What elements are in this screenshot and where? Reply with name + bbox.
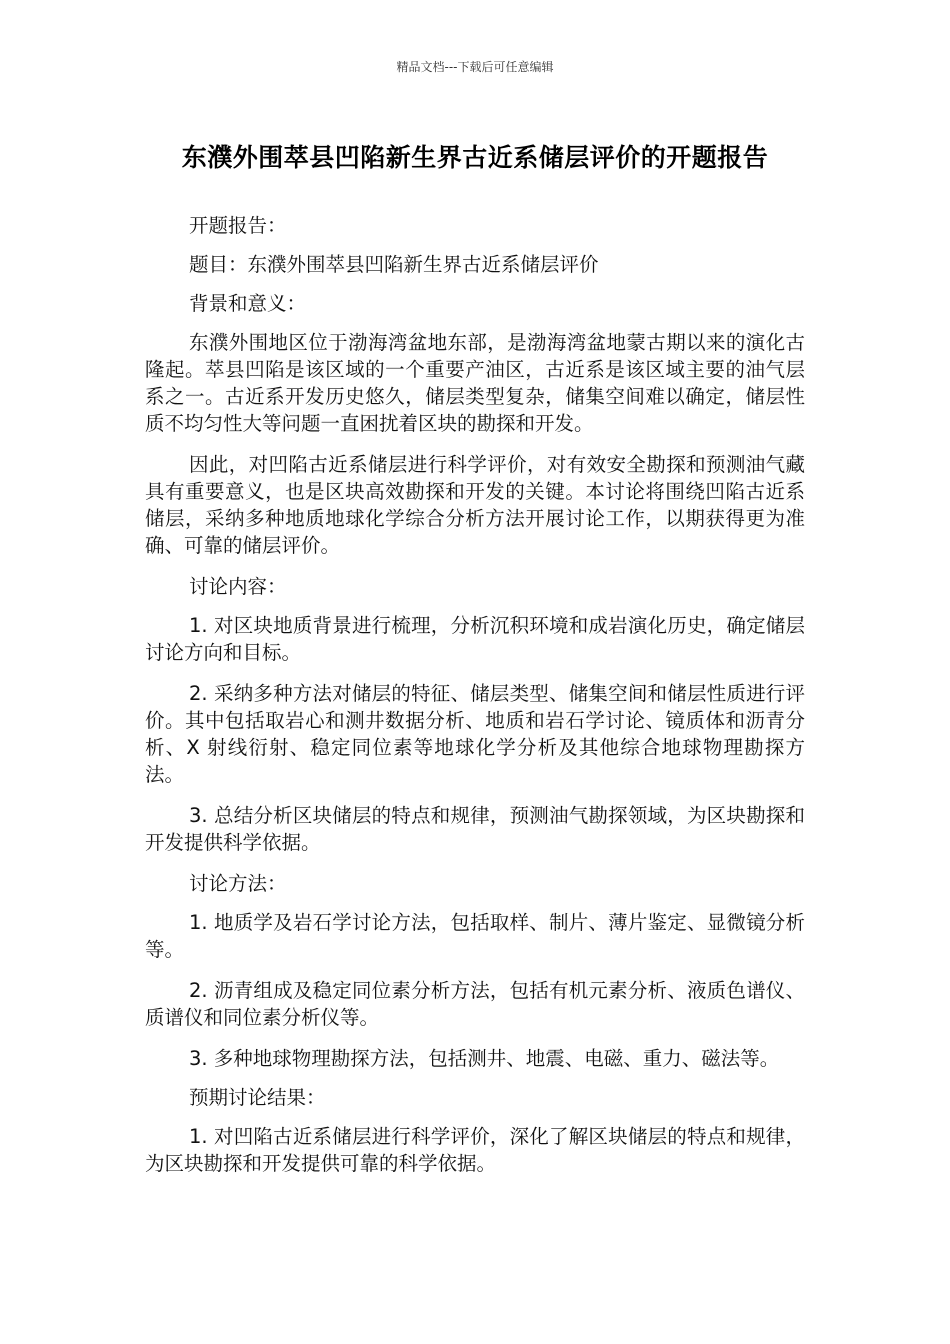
- method-item: 1. 地质学及岩石学讨论方法，包括取样、制片、薄片鉴定、显微镜分析等。: [145, 911, 805, 961]
- content-item: 3. 总结分析区块储层的特点和规律，预测油气勘探领域，为区块勘探和开发提供科学依据。: [145, 804, 805, 854]
- page-header-note: 精品文档---下载后可任意编辑: [396, 60, 554, 74]
- document-body: [145, 212, 805, 1191]
- topic-line: 题目：东濮外围萃县凹陷新生界古近系储层评价: [189, 253, 599, 276]
- content-item: 1. 对区块地质背景进行梳理，分析沉积环境和成岩演化历史，确定储层讨论方向和目标。: [145, 614, 805, 664]
- section-label-report: 开题报告：: [189, 214, 287, 237]
- method-item: 2. 沥青组成及稳定同位素分析方法，包括有机元素分析、液质色谱仪、质谱仪和同位素分析仪等。: [145, 979, 805, 1029]
- section-heading-expected-results: 预期讨论结果：: [189, 1086, 326, 1109]
- content-item: 2. 采纳多种方法对储层的特征、储层类型、储集空间和储层性质进行评价。其中包括取岩心和测井数据分析、地质和岩石学讨论、镜质体和沥青分析、X 射线衍射、稳定同位素等地球化学分析及其他综合地球物理勘探方法。: [145, 682, 805, 786]
- section-heading-content: 讨论内容：: [189, 575, 287, 598]
- background-paragraph: 东濮外围地区位于渤海湾盆地东部，是渤海湾盆地蒙古期以来的演化古隆起。萃县凹陷是该区域的一个重要产油区，古近系是该区域主要的油气层系之一。古近系开发历史悠久，储层类型复杂，储集空间难以确定，储层性质不均匀性大等问题一直困扰着区块的勘探和开发。: [145, 331, 805, 435]
- document-title: 东濮外围萃县凹陷新生界古近系储层评价的开题报告: [181, 143, 769, 172]
- section-heading-methods: 讨论方法：: [189, 872, 287, 895]
- significance-paragraph: 因此，对凹陷古近系储层进行科学评价，对有效安全勘探和预测油气藏具有重要意义，也是区块高效勘探和开发的关键。本讨论将围绕凹陷古近系储层，采纳多种地质地球化学综合分析方法开展讨论工作，以期获得更为准确、可靠的储层评价。: [145, 453, 805, 557]
- expected-result-item: 1. 对凹陷古近系储层进行科学评价，深化了解区块储层的特点和规律，为区块勘探和开发提供可靠的科学依据。: [145, 1125, 805, 1175]
- method-item: 3. 多种地球物理勘探方法，包括测井、地震、电磁、重力、磁法等。: [189, 1047, 780, 1070]
- section-heading-background: 背景和意义：: [189, 292, 307, 315]
